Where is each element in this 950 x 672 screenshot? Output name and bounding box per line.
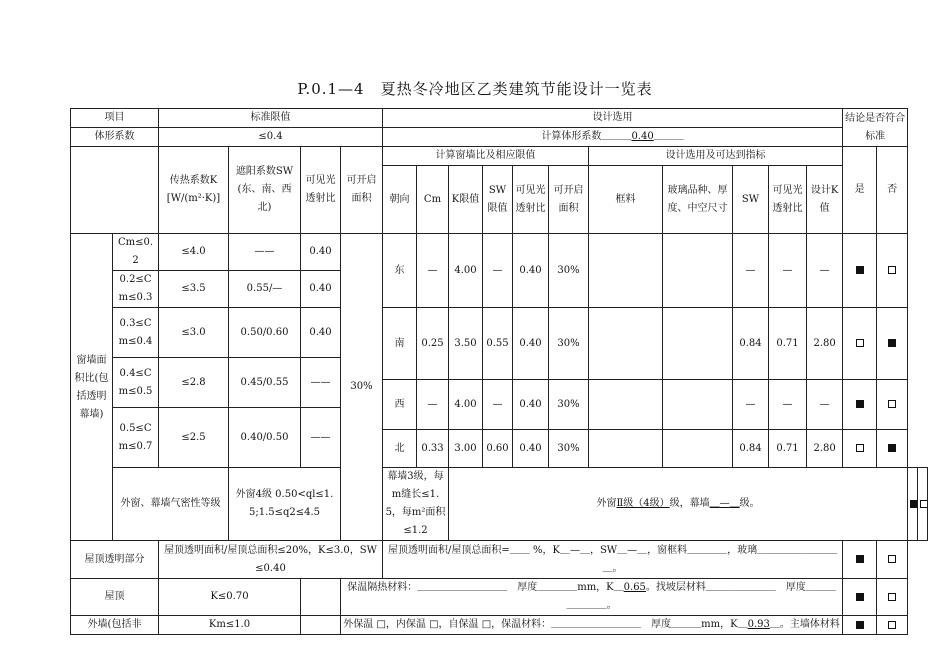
orient-frame bbox=[589, 430, 663, 468]
limit-k: ≤2.8 bbox=[159, 358, 229, 408]
orient-sw: 0.55 bbox=[483, 308, 513, 380]
roof-label: 屋顶 bbox=[71, 579, 159, 616]
shape-calc: 计算体形系数＿＿＿0.40＿＿＿ bbox=[383, 128, 843, 147]
orient-dir: 北 bbox=[383, 430, 417, 468]
open-header: 可开启面积 bbox=[549, 166, 589, 234]
orient-vt: 0.40 bbox=[513, 380, 549, 430]
orient-cm: — bbox=[417, 234, 449, 308]
orient-vt: 0.40 bbox=[513, 430, 549, 468]
limit-cm: 0.5≤Cm≤0.7 bbox=[113, 408, 159, 468]
shading-header: 遮阳系数SW(东、南、西北) bbox=[229, 147, 301, 234]
limit-row bbox=[71, 234, 928, 271]
orient-vt: 0.40 bbox=[513, 308, 549, 380]
limit-sw: 0.40/0.50 bbox=[229, 408, 301, 468]
shape-row bbox=[71, 128, 928, 147]
no-checkbox[interactable] bbox=[877, 234, 908, 308]
orient-sw: — bbox=[483, 380, 513, 430]
yes-checkbox[interactable] bbox=[843, 380, 877, 430]
limit-vt: 0.40 bbox=[301, 308, 341, 358]
roof-trans-design: 屋顶透明面积/屋顶总面积=＿＿ %，K＿—＿，SW＿—＿，窗框料＿＿＿＿，玻璃＿＿＿＿＿＿＿＿＿。 bbox=[383, 541, 843, 579]
limit-k: ≤4.0 bbox=[159, 234, 229, 271]
wall-design: 外保温 □，内保温 □，自保温 □，保温材料：＿＿＿＿＿＿＿＿＿ 厚度＿＿＿mm，K＿0.93＿。主墙体材料 bbox=[341, 616, 843, 635]
wall-spacer bbox=[301, 616, 341, 635]
no-header: 否 bbox=[877, 147, 908, 234]
orient-frame bbox=[589, 380, 663, 430]
limit-cm: 0.3≤Cm≤0.4 bbox=[113, 308, 159, 358]
sw-header: SW bbox=[733, 166, 769, 234]
limit-vt: —— bbox=[301, 408, 341, 468]
roof-design: 保温隔热材料：＿＿＿＿＿＿＿＿＿ 厚度＿＿＿＿mm，K＿0.65。找坡层材料＿＿＿＿＿＿＿ 厚度＿＿＿＿＿＿＿。 bbox=[341, 579, 843, 616]
orient-dk: 2.80 bbox=[807, 308, 843, 380]
limit-k: ≤3.0 bbox=[159, 308, 229, 358]
orient-frame bbox=[589, 308, 663, 380]
yes-checkbox[interactable] bbox=[843, 579, 877, 616]
design-k-header: 设计K值 bbox=[807, 166, 843, 234]
airtight-window-std: 外窗4级 0.50<ql≤1.5;1.5≤q2≤4.5 bbox=[229, 468, 341, 541]
orient-glass bbox=[663, 234, 733, 308]
conclusion-header: 结论是否符合标准 bbox=[843, 109, 908, 147]
roof-spacer bbox=[301, 579, 341, 616]
orient-dir: 南 bbox=[383, 308, 417, 380]
yes-checkbox[interactable] bbox=[843, 308, 877, 380]
orient-dsw: — bbox=[733, 380, 769, 430]
yes-checkbox[interactable] bbox=[843, 234, 877, 308]
limit-header: 标准限值 bbox=[159, 109, 383, 128]
orient-open: 30% bbox=[549, 308, 589, 380]
orient-k: 3.00 bbox=[449, 430, 483, 468]
orient-sw: — bbox=[483, 234, 513, 308]
wall-row bbox=[71, 616, 928, 635]
yes-checkbox[interactable] bbox=[908, 468, 918, 541]
orient-glass bbox=[663, 308, 733, 380]
header-row-1 bbox=[71, 109, 928, 128]
blank-corner bbox=[71, 147, 159, 234]
limit-cm: 0.2≤Cm≤0.3 bbox=[113, 271, 159, 308]
no-checkbox[interactable] bbox=[877, 430, 908, 468]
energy-design-table bbox=[70, 108, 928, 635]
no-checkbox[interactable] bbox=[877, 541, 908, 579]
yes-checkbox[interactable] bbox=[843, 541, 877, 579]
orient-header: 朝向 bbox=[383, 166, 417, 234]
calc-ratio-header: 计算窗墙比及相应限值 bbox=[383, 147, 589, 166]
orient-dsw: 0.84 bbox=[733, 430, 769, 468]
limit-k: ≤2.5 bbox=[159, 408, 229, 468]
roof-trans-std: 屋顶透明面积/屋顶总面积≤20%，K≤3.0，SW≤0.40 bbox=[159, 541, 383, 579]
roof-trans-row bbox=[71, 541, 928, 579]
roof-row bbox=[71, 579, 928, 616]
roof-trans-label: 屋顶透明部分 bbox=[71, 541, 159, 579]
orient-dvt: — bbox=[769, 380, 807, 430]
orient-cm: 0.33 bbox=[417, 430, 449, 468]
limit-row bbox=[71, 308, 928, 330]
shape-calc-value: 0.40 bbox=[631, 131, 654, 142]
orient-dir: 西 bbox=[383, 380, 417, 430]
open-limit: 30% bbox=[341, 234, 383, 541]
orient-open: 30% bbox=[549, 234, 589, 308]
limit-k: ≤3.5 bbox=[159, 271, 229, 308]
openable-header: 可开启面积 bbox=[341, 147, 383, 234]
no-checkbox[interactable] bbox=[877, 616, 908, 635]
orient-glass bbox=[663, 430, 733, 468]
orient-frame bbox=[589, 234, 663, 308]
page-title: P.0.1—4 夏热冬冷地区乙类建筑节能设计一览表 bbox=[297, 80, 653, 98]
header-row-3 bbox=[71, 147, 928, 166]
airtight-design: 外窗Ⅱ级（4级）级，幕墙＿—＿级。 bbox=[449, 468, 908, 541]
orient-k: 4.00 bbox=[449, 380, 483, 430]
wall-std: Km≤1.0 bbox=[159, 616, 301, 635]
limit-sw: 0.50/0.60 bbox=[229, 308, 301, 358]
limit-sw: 0.55/— bbox=[229, 271, 301, 308]
orient-k: 3.50 bbox=[449, 308, 483, 380]
window-ratio-label: 窗墙面积比(包括透明幕墙) bbox=[71, 234, 113, 541]
design-select-header: 设计选用及可达到指标 bbox=[589, 147, 843, 166]
no-checkbox[interactable] bbox=[918, 468, 928, 541]
visible-header: 可见光透射比 bbox=[301, 147, 341, 234]
no-checkbox[interactable] bbox=[877, 308, 908, 380]
orient-sw: 0.60 bbox=[483, 430, 513, 468]
orient-dsw: — bbox=[733, 234, 769, 308]
limit-sw: —— bbox=[229, 234, 301, 271]
shape-label: 体形系数 bbox=[71, 128, 159, 147]
orient-dsw: 0.84 bbox=[733, 308, 769, 380]
orient-cm: — bbox=[417, 380, 449, 430]
cm-header: Cm bbox=[417, 166, 449, 234]
orient-dvt: — bbox=[769, 234, 807, 308]
roof-std: K≤0.70 bbox=[159, 579, 301, 616]
limit-vt: 0.40 bbox=[301, 271, 341, 308]
yes-header: 是 bbox=[843, 147, 877, 234]
limit-sw: 0.45/0.55 bbox=[229, 358, 301, 408]
wall-label: 外墙(包括非 bbox=[71, 616, 159, 635]
no-checkbox[interactable] bbox=[877, 579, 908, 616]
glass-header: 玻璃品种、厚度、中空尺寸 bbox=[663, 166, 733, 234]
vis2-header: 可见光透射比 bbox=[769, 166, 807, 234]
limit-vt: 0.40 bbox=[301, 234, 341, 271]
orient-dk: — bbox=[807, 380, 843, 430]
orient-open: 30% bbox=[549, 380, 589, 430]
orient-glass bbox=[663, 380, 733, 430]
vis-header: 可见光透射比 bbox=[513, 166, 549, 234]
limit-cm: Cm≤0.2 bbox=[113, 234, 159, 271]
limit-cm: 0.4≤Cm≤0.5 bbox=[113, 358, 159, 408]
heat-coef-header: 传热系数K[W/(m²·K)] bbox=[159, 147, 229, 234]
airtight-label: 外窗、幕墙气密性等级 bbox=[113, 468, 229, 541]
design-header: 设计选用 bbox=[383, 109, 843, 128]
airtight-row bbox=[71, 468, 928, 541]
orient-dk: — bbox=[807, 234, 843, 308]
limit-vt: —— bbox=[301, 358, 341, 408]
orient-dk: 2.80 bbox=[807, 430, 843, 468]
orient-cm: 0.25 bbox=[417, 308, 449, 380]
orient-k: 4.00 bbox=[449, 234, 483, 308]
orient-open: 30% bbox=[549, 430, 589, 468]
yes-checkbox[interactable] bbox=[843, 616, 877, 635]
no-checkbox[interactable] bbox=[877, 380, 908, 430]
airtight-curtain-std: 幕墙3级，每m缝长≤1.5，每m²面积≤1.2 bbox=[383, 468, 449, 541]
orient-vt: 0.40 bbox=[513, 234, 549, 308]
shape-limit: ≤0.4 bbox=[159, 128, 383, 147]
item-header: 项目 bbox=[71, 109, 159, 128]
orient-dvt: 0.71 bbox=[769, 430, 807, 468]
frame-header: 框料 bbox=[589, 166, 663, 234]
k-limit-header: K限值 bbox=[449, 166, 483, 234]
orient-dvt: 0.71 bbox=[769, 308, 807, 380]
sw-limit-header: SW限值 bbox=[483, 166, 513, 234]
orient-dir: 东 bbox=[383, 234, 417, 308]
yes-checkbox[interactable] bbox=[843, 430, 877, 468]
